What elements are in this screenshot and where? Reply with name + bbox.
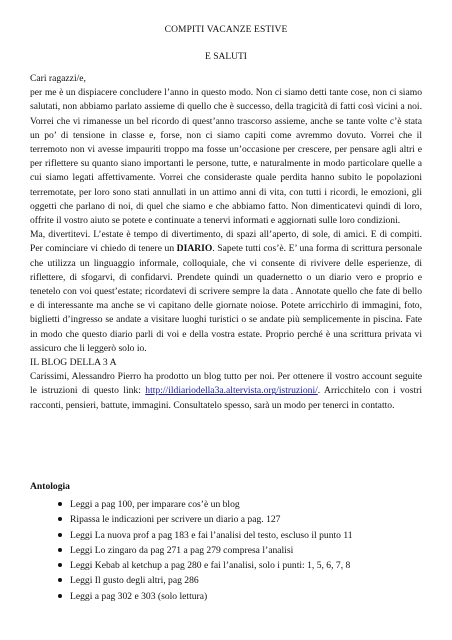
paragraph-blog bbox=[30, 370, 422, 413]
list-item-text: Leggi Il gusto degli altri, pag 286 bbox=[70, 575, 199, 587]
document-subtitle: E SALUTI bbox=[205, 52, 247, 62]
paragraph-diary-text-1: Ma, divertitevi. L’estate è tempo di divertimento, di spazi all’aperto, di sole, di amici. E di compiti. Per cominciare vi chiedo di tenere un bbox=[30, 229, 422, 255]
list-item bbox=[30, 589, 353, 604]
bullet-icon bbox=[58, 548, 62, 552]
bullet-icon bbox=[58, 594, 62, 598]
list-item bbox=[30, 512, 353, 527]
bullet-icon bbox=[58, 502, 62, 506]
paragraph-blog-text-1: Carissimi, Alessandro Pierro ha prodotto un blog tutto per noi. Per ottenere il vostro account seguite le istruzioni di questo link: bbox=[30, 371, 422, 397]
list-item-text: Leggi La nuova prof a pag 183 e fai l’analisi del testo, escluso il punto 11 bbox=[70, 529, 353, 541]
paragraph-blog-text-2: . Arricchitelo con i vostri racconti, pensieri, battute, immagini. Consultatelo spesso, sarà un modo per tenerci in contatto. bbox=[30, 385, 422, 411]
list-item-text: Leggi Lo zingaro da pag 271 a pag 279 compresa l’analisi bbox=[70, 544, 294, 556]
paragraph-intro: per me è un dispiacere concludere l’anno in questo modo. Non ci siamo detti tante cose, non ci siamo salutati, non abbiamo parlato assieme di quello che è successo, della tragicità di fatti così vicini a noi. Vorrei che vi rimanesse un bel ricordo di quest’anno trascorso assieme, anche se tante volte c’è stata un po’ di tensione in classe e, forse, non ci siamo capiti come avremmo dovuto. Vorrei che il terremoto non vi avesse impauriti troppo ma fosse un’occasione per crescere, per pensare agli altri e per riflettere su quanto siano importanti le persone, tutte, e naturalmente in modo particolare quelle a cui siamo legati affettivamente. Vorrei che consideraste quale perdita hanno subito le popolazioni terremotate, per loro sono stati annullati in un attimo anni di vita, con tutti i ricordi, le emozioni, gli oggetti che parlano di noi, di quel che siamo e che abbiamo fatto. Non dimenticatevi quindi di loro, offrite il vostro aiuto se potete e continuate a tenervi informati e aggiornati sulle loro condizioni. bbox=[30, 87, 422, 227]
paragraph-diary bbox=[30, 228, 422, 356]
greeting: Cari ragazzi/e, bbox=[30, 73, 86, 84]
diary-keyword: DIARIO bbox=[176, 243, 213, 255]
list-item bbox=[30, 497, 353, 512]
bullet-icon bbox=[58, 578, 62, 582]
blog-heading: IL BLOG DELLA 3 A bbox=[30, 357, 117, 369]
document-title: COMPITI VACANZE ESTIVE bbox=[164, 25, 288, 35]
list-item bbox=[30, 543, 353, 558]
list-item-text: Leggi a pag 302 e 303 (solo lettura) bbox=[70, 590, 208, 602]
list-item bbox=[30, 573, 353, 588]
bullet-icon bbox=[58, 533, 62, 537]
list-item-text: Ripassa le indicazioni per scrivere un diario a pag. 127 bbox=[70, 514, 281, 526]
list-item bbox=[30, 558, 353, 573]
bullet-icon bbox=[58, 563, 62, 567]
list-item bbox=[30, 528, 353, 543]
blog-link[interactable]: http://ildiariodella3a.altervista.org/istruzioni/ bbox=[145, 385, 318, 397]
reading-list bbox=[30, 497, 353, 604]
letter-body bbox=[30, 72, 422, 413]
paragraph-diary-text-2: . Sapete tutti cos’è. E’ una forma di scrittura personale che utilizza un linguaggio informale, colloquiale, che vi consente di rivivere delle esperienze, di riflettere, di sfogarvi, di confidarvi. Prendete quindi un quadernetto o un diario vero e proprio e tenetelo con voi quest’estate; ricordatevi di scrivere sempre la data . Annotate quello che fate di bello e di interessante ma anche se vi capitano delle giornate noiose. Potete arricchirlo di immagini, foto, biglietti d’ingresso se andate a visitare luoghi turistici o se andate più semplicemente in piscina. Fate in modo che questo diario parli di voi e della vostra estate. Proprio perché è una scrittura privata vi assicuro che li leggerò solo io. bbox=[30, 243, 422, 354]
antologia-heading: Antologia bbox=[30, 481, 70, 492]
list-item-text: Leggi Kebab al ketchup a pag 280 e fai l’analisi, solo i punti: 1, 5, 6, 7, 8 bbox=[70, 560, 351, 572]
bullet-icon bbox=[58, 517, 62, 521]
list-item-text: Leggi a pag 100, per imparare cos’è un blog bbox=[70, 499, 240, 510]
